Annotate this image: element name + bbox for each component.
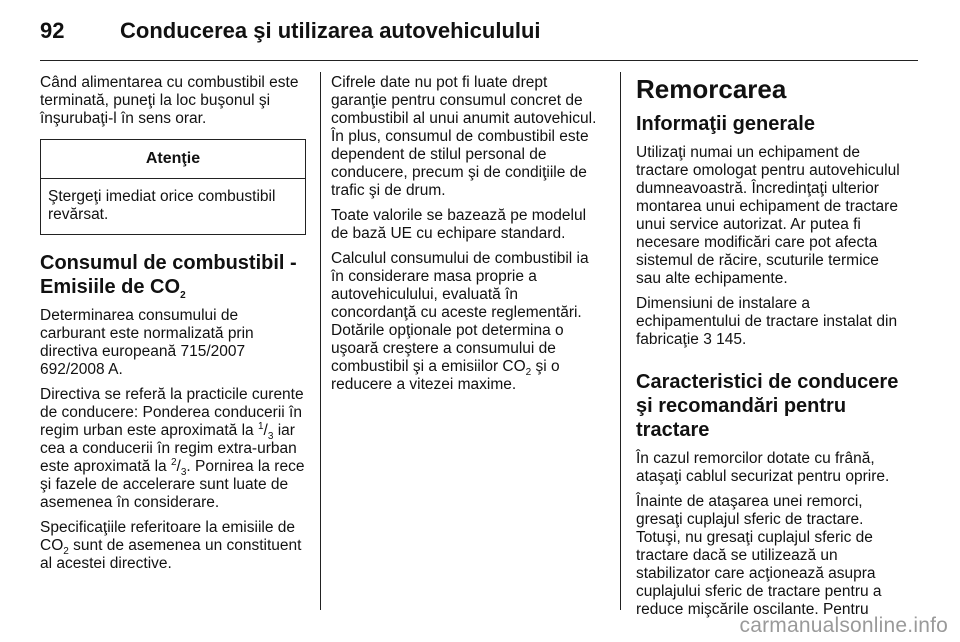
brake-cable-paragraph: În cazul remorcilor dotate cu frână, ataşaţi cablul securizat pentru oprire. (636, 450, 890, 485)
column-divider-2 (620, 72, 621, 610)
warning-title: Atenţie (41, 140, 305, 179)
column-1 (40, 74, 306, 580)
warning-text: Ştergeţi imediat orice combustibil revărsat. (48, 188, 276, 223)
figures-paragraph: Cifrele date nu pot fi luate drept garanţie pentru consumul concret de combustibil al unui anumit autovehicul. În plus, consumul de combustibil este dependent de stilul personal de conducere, precum şi de condiţiile de trafic şi de drum. (331, 74, 597, 199)
warning-box (40, 139, 306, 235)
emissions-paragraph: Specificaţiile referitoare la emisiile de $CO_2$ sunt de asemenea un constituent al acestei directive. (40, 519, 302, 572)
fuel-consumption-heading: Consumul de combustibil - Emisiile de $CO_2$ (40, 252, 297, 301)
driving-characteristics-heading: Caracteristici de conducere şi recomandări pentru tractare (636, 371, 899, 441)
column-3 (636, 74, 906, 626)
installation-dimensions-paragraph: Dimensiuni de instalare a echipamentului de tractare instalat din fabricaţie 3 145. (636, 295, 898, 348)
ball-coupling-paragraph: Înainte de ataşarea unei remorci, gresaţi cuplajul sferic de tractare. Totuşi, nu gresaţi cuplajul sferic de tractare dacă se utilizează un stabilizator care acţionează asupra cuplajului sferic de tractare pentru a reduce mişcările oscilante. Pentru (636, 493, 882, 618)
page-reference-arrow-icon[interactable]: 3 (703, 331, 712, 348)
general-info-heading: Informaţii generale (636, 113, 815, 135)
refuel-paragraph: Când alimentarea cu combustibil este terminată, puneţi la loc buşonul şi înşurubaţi-l în sens orar. (40, 74, 299, 127)
consumption-determination-paragraph: Determinarea consumului de carburant este normalizată prin directiva europeană 715/2007 692/2008 A. (40, 307, 254, 378)
calculation-paragraph: Calculul consumului de combustibil ia în considerare masa proprie a autovehiculului, evaluată în concordanţă cu aceste reglementări. Dotările opţionale pot determina o uşoară creştere a consumului de combustibil şi a emisiilor $CO_2$ şi o reducere a vitezei maxime. (331, 250, 589, 393)
towing-title: Remorcarea (636, 74, 787, 104)
header-divider (40, 60, 918, 61)
page-header (40, 12, 920, 52)
watermark: carmanualsonline.info (739, 614, 948, 637)
column-divider-1 (320, 72, 321, 610)
page-number: 92 (40, 18, 65, 43)
page-title: Conducerea şi utilizarea autovehiculului (120, 18, 541, 43)
base-model-paragraph: Toate valorile se bazează pe modelul de bază UE cu echipare standard. (331, 207, 587, 242)
directive-paragraph: Directiva se referă la practicile curente de conducere: Ponderea conducerii în regim urban este aproximată la $^1/_3$ iar cea a conducerii în regim extra-urban este aproximată la $^2/_3$. Pornirea la rece şi fazele de accelerare sunt luate de asemenea în considerare. (40, 386, 305, 511)
column-2 (331, 74, 605, 401)
towing-equipment-paragraph: Utilizaţi numai un echipament de tractare omologat pentru autovehiculul dumneavoastră. Încredinţaţi ulterior montarea unui echipament de tractare unui service autorizat. Ar putea fi necesare modificări care pot afecta sistemul de răcire, scuturile termice sau alte echipamente. (636, 144, 900, 287)
